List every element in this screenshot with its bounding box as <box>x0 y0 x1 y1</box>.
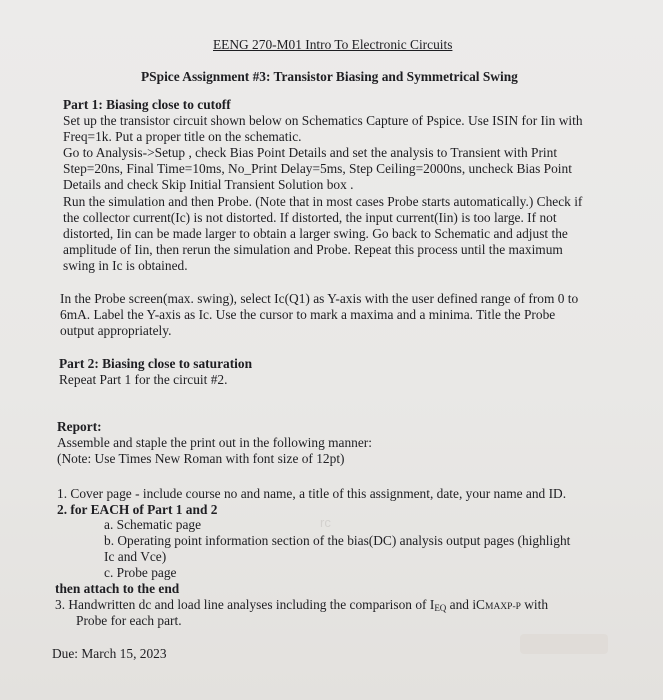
part2-line: Repeat Part 1 for the circuit #2. <box>59 372 228 387</box>
report-then: then attach to the end <box>55 581 180 596</box>
part1-line: Run the simulation and then Probe. (Note that in most cases Probe starts automatically.) Check if <box>63 194 583 209</box>
report-line: Assemble and staple the print out in the following manner: <box>57 435 372 450</box>
item3-text-end: with <box>520 597 549 612</box>
part1-line: distorted, Iin can be made larger to obtain a larger swing. Go back to Schematic and adjust the <box>63 226 568 241</box>
report-line: (Note: Use Times New Roman with font size of 12pt) <box>57 451 345 466</box>
report-item-1: 1. Cover page - include course no and name, a title of this assignment, date, your name and ID. <box>57 486 567 501</box>
probe-line: In the Probe screen(max. swing), select Ic(Q1) as Y-axis with the user defined range of from 0 to <box>60 291 579 306</box>
part1-line: amplitude of Iin, then rerun the simulation and Probe. Repeat this process until the maximum <box>63 242 563 257</box>
part1-line: Go to Analysis->Setup , check Bias Point Details and set the analysis to Transient with Print <box>63 145 558 160</box>
course-title: EENG 270-M01 Intro To Electronic Circuits <box>213 37 453 52</box>
part1-line: Set up the transistor circuit shown below on Schematics Capture of Pspice. Use ISIN for Iin with <box>63 113 583 128</box>
part1-line: Details and check Skip Initial Transient Solution box . <box>63 177 354 192</box>
report-sub-b: b. Operating point information section of the bias(DC) analysis output pages (highlight <box>104 533 571 548</box>
item3-text-mid: and iC <box>446 597 485 612</box>
faint-watermark: rc <box>320 515 331 530</box>
report-heading: Report: <box>57 419 102 434</box>
report-item-2: 2. for EACH of Part 1 and 2 <box>57 502 218 517</box>
item3-caps: MAXP-P <box>485 602 521 612</box>
probe-line: 6mA. Label the Y-axis as Ic. Use the cursor to mark a maxima and a minima. Title the Probe <box>60 307 556 322</box>
part1-line: Freq=1k. Put a proper title on the schematic. <box>63 129 302 144</box>
faint-stamp <box>520 634 608 654</box>
due-date: Due: March 15, 2023 <box>52 646 167 661</box>
part2-heading: Part 2: Biasing close to saturation <box>59 356 253 371</box>
report-sub-c: c. Probe page <box>104 565 177 580</box>
report-item-3-cont: Probe for each part. <box>76 613 182 628</box>
part1-line: swing in Ic is obtained. <box>63 258 188 273</box>
part1-line: the collector current(Ic) is not distorted. If distorted, the input current(Iin) is too large. If not <box>63 210 557 225</box>
probe-line: output appropriately. <box>60 323 172 338</box>
report-sub-a: a. Schematic page <box>104 517 202 532</box>
assignment-title: PSpice Assignment #3: Transistor Biasing and Symmetrical Swing <box>141 69 518 84</box>
report-sub-b-cont: Ic and Vce) <box>104 549 167 564</box>
part1-line: Step=20ns, Final Time=10ms, No_Print Delay=5ms, Step Ceiling=2000ns, uncheck Bias Point <box>63 161 572 176</box>
item3-text: 3. Handwritten dc and load line analyses including the comparison of I <box>55 597 435 612</box>
part1-heading: Part 1: Biasing close to cutoff <box>63 97 231 112</box>
item3-subscript: EQ <box>434 603 447 613</box>
